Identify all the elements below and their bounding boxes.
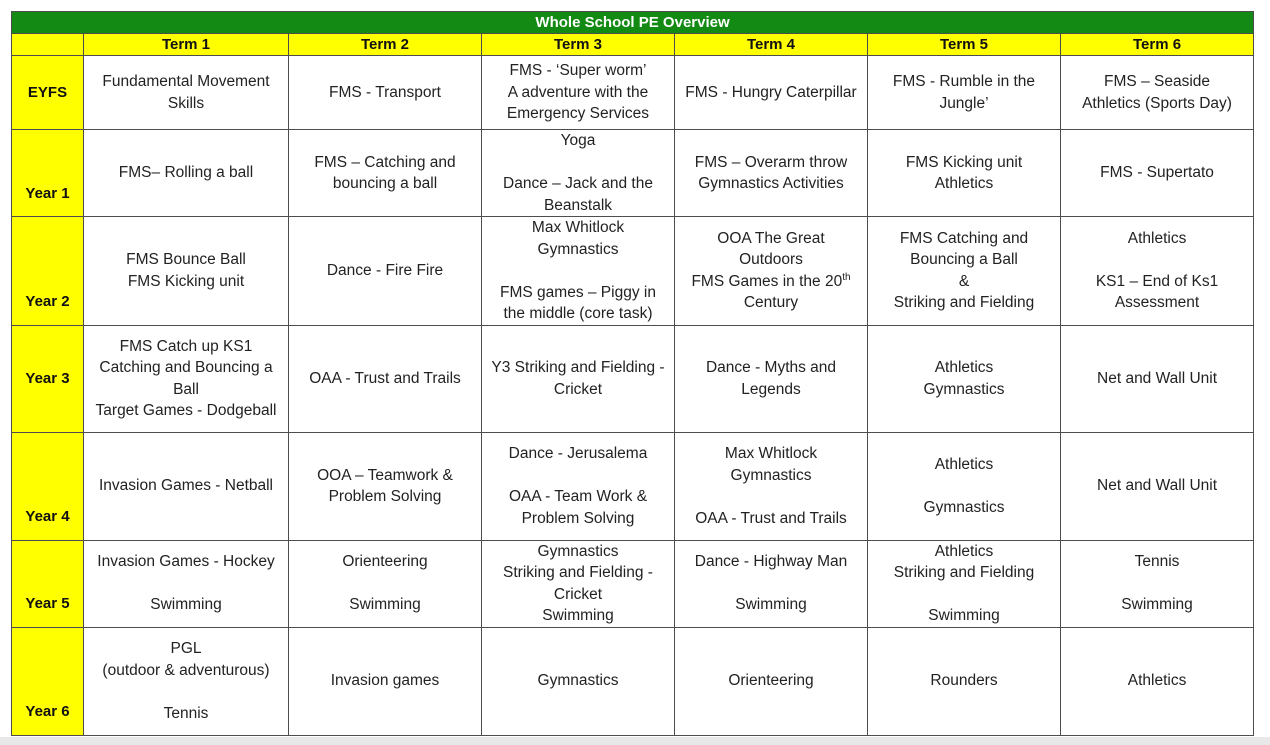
bottom-scroll-strip xyxy=(0,737,1270,745)
cell-line: bouncing a ball xyxy=(332,175,438,192)
cell-line: FMS - Rumble in the xyxy=(892,73,1036,90)
table-cell xyxy=(1061,325,1254,432)
cell-line: Swimming xyxy=(928,607,1000,624)
cell-line: FMS Kicking unit xyxy=(905,153,1023,171)
cell-line: FMS - Supertato xyxy=(1100,164,1214,182)
cell-line: Yoga xyxy=(560,132,596,149)
table-cell xyxy=(675,130,868,217)
header-row xyxy=(12,34,1254,56)
table-cell xyxy=(84,56,289,130)
cell-line: Bouncing a Ball xyxy=(910,251,1018,269)
cell-line: Dance - Fire Fire xyxy=(326,262,444,279)
cell-line xyxy=(488,152,668,174)
cell-line: OAA - Team Work & xyxy=(508,488,648,505)
table-cell xyxy=(482,56,675,130)
cell-line xyxy=(874,584,1054,606)
table-body xyxy=(12,56,1254,736)
cell-line: FMS – Seaside xyxy=(1104,73,1211,90)
table-cell xyxy=(482,627,675,735)
pe-overview-sheet xyxy=(11,11,1254,736)
cell-line: Gymnastics xyxy=(730,466,812,484)
cell-line: FMS – Overarm throw xyxy=(694,153,848,171)
cell-line: Athletics (Sports Day) xyxy=(1082,94,1232,112)
cell-line: Athletics xyxy=(934,542,994,560)
table-cell xyxy=(84,627,289,735)
table-cell xyxy=(1061,540,1254,627)
table-cell xyxy=(289,627,482,735)
cell-line: OAA - Trust and Trails xyxy=(695,509,847,527)
cell-line: Striking and Fielding xyxy=(893,564,1035,581)
table-cell xyxy=(675,325,868,432)
table-row xyxy=(12,627,1254,735)
row-label: Year 3 xyxy=(12,325,84,432)
table-cell xyxy=(675,56,868,130)
cell-line: FMS Catching and xyxy=(899,229,1029,247)
table-cell xyxy=(289,432,482,540)
cell-line: Problem Solving xyxy=(521,509,635,527)
row-label: EYFS xyxy=(12,56,84,130)
table-row xyxy=(12,540,1254,627)
title-row xyxy=(12,12,1254,34)
cell-line: Gymnastics xyxy=(537,672,619,690)
cell-line: Cricket xyxy=(553,585,603,603)
header-term-1: Term 1 xyxy=(84,34,289,56)
table-title: Whole School PE Overview xyxy=(12,12,1254,34)
cell-line: Century xyxy=(743,294,799,312)
row-label: Year 2 xyxy=(12,217,84,326)
cell-line: FMS Games in the 20th xyxy=(691,271,851,290)
cell-line: Swimming xyxy=(150,596,222,614)
table-cell xyxy=(289,540,482,627)
header-corner xyxy=(12,34,84,56)
table-cell xyxy=(289,130,482,217)
header-term-6: Term 6 xyxy=(1061,34,1254,56)
cell-line xyxy=(488,260,668,282)
cell-line xyxy=(1067,573,1247,595)
table-cell xyxy=(84,432,289,540)
cell-line: Max Whitlock xyxy=(724,445,818,462)
cell-line: Dance - Myths and xyxy=(705,359,837,376)
cell-line: FMS - Transport xyxy=(329,83,441,101)
ordinal-superscript: th xyxy=(842,271,851,283)
row-label: Year 6 xyxy=(12,627,84,735)
cell-line: Net and Wall Unit xyxy=(1097,477,1218,495)
table-row xyxy=(12,56,1254,130)
table-cell xyxy=(289,217,482,326)
cell-line: KS1 – End of Ks1 xyxy=(1095,272,1219,290)
table-cell xyxy=(1061,627,1254,735)
cell-line: FMS Bounce Ball xyxy=(126,251,246,269)
table-cell xyxy=(289,325,482,432)
cell-line: Athletics xyxy=(1127,229,1187,247)
cell-line: Emergency Services xyxy=(506,105,650,123)
cell-line: the middle (core task) xyxy=(503,305,653,322)
table-row xyxy=(12,217,1254,326)
cell-line: & xyxy=(958,272,970,290)
cell-line xyxy=(1067,249,1247,271)
cell-line: Athletics xyxy=(1127,672,1187,690)
table-cell xyxy=(84,130,289,217)
cell-line: Dance - Jerusalema xyxy=(508,445,648,462)
table-cell xyxy=(289,56,482,130)
cell-line: FMS – Catching and xyxy=(314,153,456,171)
cell-line: Catching and Bouncing a xyxy=(99,359,273,376)
cell-line: Jungle’ xyxy=(939,94,989,112)
cell-line: Tennis xyxy=(1134,553,1180,571)
header-term-2: Term 2 xyxy=(289,34,482,56)
table-cell xyxy=(482,130,675,217)
cell-line: (outdoor & adventurous) xyxy=(102,661,270,679)
cell-line: Cricket xyxy=(553,380,603,398)
cell-line: FMS games – Piggy in xyxy=(500,283,656,301)
cell-line: Invasion Games - Netball xyxy=(98,477,274,495)
cell-line: OAA - Trust and Trails xyxy=(309,369,461,387)
cell-line: Dance – Jack and the xyxy=(503,175,653,192)
cell-line: Orienteering xyxy=(342,553,428,571)
cell-line: Beanstalk xyxy=(543,196,613,214)
cell-line: Problem Solving xyxy=(328,488,442,505)
cell-line: Max Whitlock xyxy=(531,219,625,236)
cell-line xyxy=(90,573,282,595)
cell-line: Swimming xyxy=(542,607,614,624)
cell-line: Net and Wall Unit xyxy=(1097,369,1218,387)
cell-line: Legends xyxy=(741,380,801,398)
cell-line: Gymnastics xyxy=(537,240,619,258)
cell-line: Gymnastics xyxy=(923,498,1005,516)
cell-line: Athletics xyxy=(934,175,994,192)
cell-line: Tennis xyxy=(163,704,209,722)
cell-line: Swimming xyxy=(735,596,807,614)
row-label: Year 1 xyxy=(12,130,84,217)
table-cell xyxy=(1061,130,1254,217)
table-cell xyxy=(482,432,675,540)
cell-line xyxy=(681,486,861,508)
pe-overview-table xyxy=(11,11,1254,736)
cell-line: Striking and Fielding xyxy=(893,294,1035,312)
table-cell xyxy=(675,627,868,735)
table-cell xyxy=(675,217,868,326)
table-cell xyxy=(868,432,1061,540)
cell-line: OOA The Great xyxy=(717,229,825,247)
header-term-4: Term 4 xyxy=(675,34,868,56)
cell-line: Striking and Fielding - xyxy=(503,564,653,581)
table-cell xyxy=(868,627,1061,735)
cell-line: PGL xyxy=(170,640,202,657)
cell-line xyxy=(90,681,282,703)
cell-line: FMS– Rolling a ball xyxy=(118,164,254,182)
row-label: Year 4 xyxy=(12,432,84,540)
cell-line: Target Games - Dodgeball xyxy=(95,402,277,419)
row-label: Year 5 xyxy=(12,540,84,627)
cell-line: Fundamental Movement xyxy=(102,73,270,90)
cell-line: OOA – Teamwork & xyxy=(317,466,453,484)
table-cell xyxy=(84,325,289,432)
cell-line: Assessment xyxy=(1114,294,1200,312)
table-cell xyxy=(675,540,868,627)
table-cell xyxy=(868,540,1061,627)
cell-line: Ball xyxy=(173,380,199,398)
cell-line: Outdoors xyxy=(739,251,803,269)
header-term-5: Term 5 xyxy=(868,34,1061,56)
table-cell xyxy=(1061,432,1254,540)
cell-line: Y3 Striking and Fielding - xyxy=(491,359,665,376)
cell-line: Swimming xyxy=(1121,596,1193,614)
table-row xyxy=(12,432,1254,540)
table-cell xyxy=(868,130,1061,217)
cell-line: A adventure with the xyxy=(507,83,649,101)
cell-line: Gymnastics Activities xyxy=(698,175,844,192)
table-cell xyxy=(482,325,675,432)
table-cell xyxy=(84,540,289,627)
cell-line: Gymnastics xyxy=(923,380,1005,398)
cell-line xyxy=(681,573,861,595)
cell-line xyxy=(874,475,1054,497)
table-cell xyxy=(1061,217,1254,326)
cell-line: FMS - ‘Super worm’ xyxy=(509,62,647,80)
table-cell xyxy=(1061,56,1254,130)
table-cell xyxy=(482,540,675,627)
cell-line: Invasion Games - Hockey xyxy=(97,553,275,571)
header-term-3: Term 3 xyxy=(482,34,675,56)
table-cell xyxy=(868,56,1061,130)
cell-line: Swimming xyxy=(349,596,421,614)
table-cell xyxy=(84,217,289,326)
cell-line: Gymnastics xyxy=(537,542,619,560)
cell-line xyxy=(295,573,475,595)
cell-line: FMS Kicking unit xyxy=(127,272,245,290)
cell-line: Dance - Highway Man xyxy=(694,553,848,571)
cell-line: Orienteering xyxy=(728,672,814,690)
table-cell xyxy=(482,217,675,326)
table-row xyxy=(12,130,1254,217)
cell-line: Athletics xyxy=(934,455,994,473)
table-cell xyxy=(868,217,1061,326)
table-cell xyxy=(675,432,868,540)
cell-line: FMS Catch up KS1 xyxy=(119,337,253,355)
table-row xyxy=(12,325,1254,432)
table-cell xyxy=(868,325,1061,432)
cell-line xyxy=(488,465,668,487)
cell-line: Invasion games xyxy=(330,672,440,690)
cell-line: Skills xyxy=(167,94,205,112)
cell-line: Athletics xyxy=(934,359,994,376)
cell-line: FMS - Hungry Caterpillar xyxy=(685,83,857,101)
cell-line: Rounders xyxy=(930,672,998,690)
